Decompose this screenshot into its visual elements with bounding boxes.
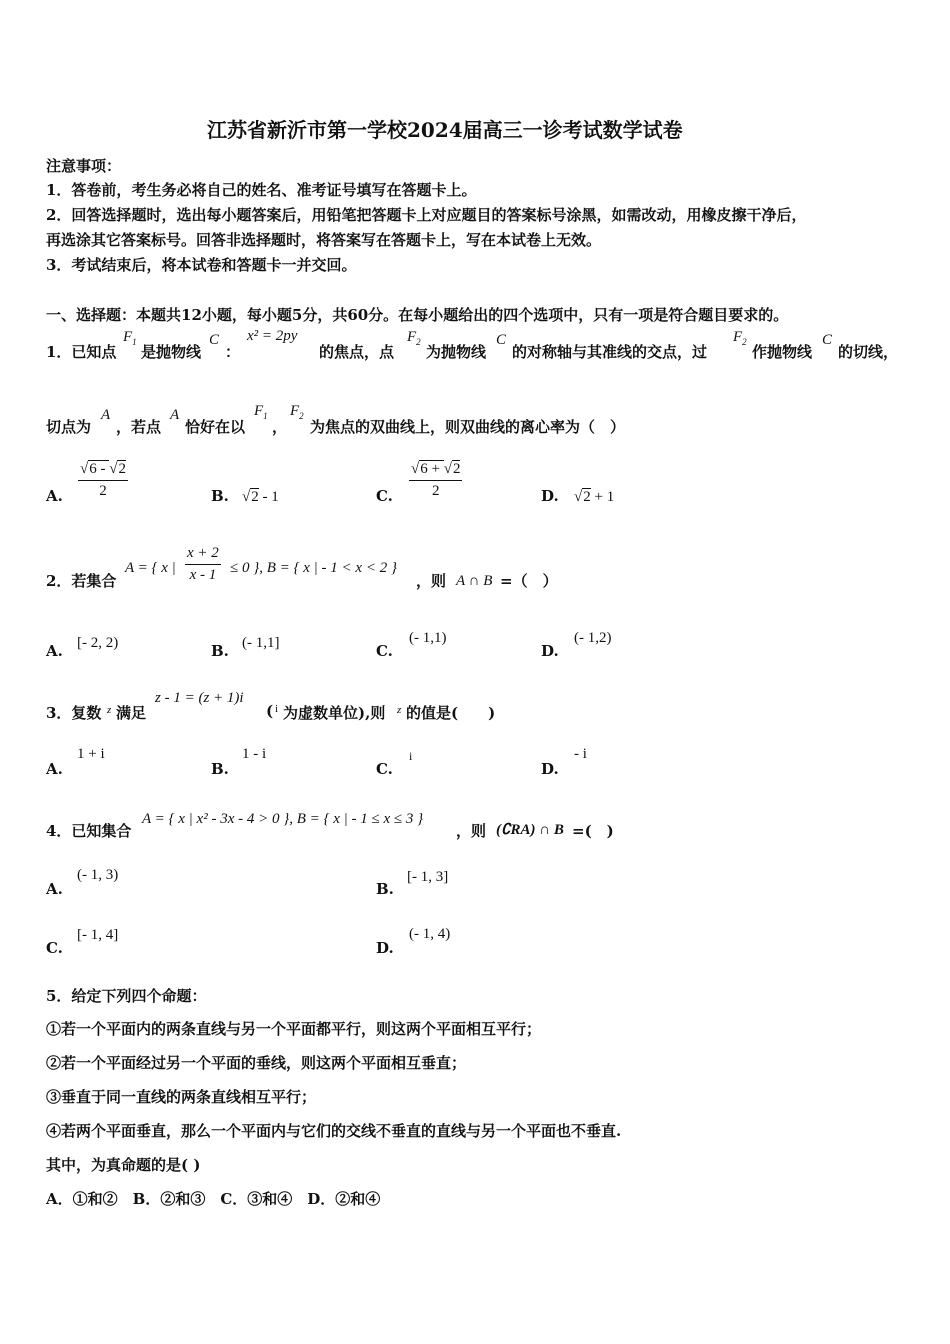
- q3-option-c: i: [409, 749, 413, 763]
- option-label: B.: [211, 760, 229, 778]
- q5-options: A．①和② B．②和③ C．③和④ D．②和④: [46, 1190, 381, 1208]
- q1-c: C: [209, 332, 220, 348]
- option-label: B.: [211, 487, 229, 505]
- q4-text: ，则: [456, 822, 487, 840]
- q1-option-a: $\frac{√6 - √2}{2}$: [80, 461, 126, 499]
- option-label: B.: [211, 642, 229, 660]
- q1-a: A: [170, 407, 180, 423]
- q3-z: z: [107, 704, 112, 716]
- q1-text: ：: [225, 343, 241, 361]
- q3-text: 为虚数单位),则: [283, 704, 386, 722]
- q3-z: z: [397, 704, 402, 716]
- option-label: B.: [376, 880, 394, 898]
- q2-text: =（ ）: [500, 572, 558, 590]
- option-label: C.: [376, 487, 393, 505]
- q1-text: ，若点: [116, 418, 162, 436]
- q2-option-a: [- 2, 2): [77, 635, 119, 651]
- q5-proposition: ③垂直于同一直线的两条直线相互平行；: [46, 1088, 317, 1106]
- q1-text: 1．已知点: [46, 343, 117, 361]
- q5-proposition: ②若一个平面经过另一个平面的垂线，则这两个平面相互垂直；: [46, 1054, 467, 1072]
- q4-expression: (∁RA) ∩ B: [496, 822, 564, 838]
- q1-text: 的焦点，点: [319, 343, 395, 361]
- option-label: D.: [541, 642, 559, 660]
- notice-item: 3．考试结束后，将本试卷和答题卡一并交回。: [46, 256, 357, 274]
- q3-text: 的值是( ): [406, 704, 496, 722]
- notice-item: 1．答卷前，考生务必将自己的姓名、准考证号填写在答题卡上。: [46, 181, 477, 199]
- q2-set-a: A = { x |: [125, 560, 176, 576]
- option-label: A.: [46, 760, 63, 778]
- q3-text: 满足: [116, 704, 147, 722]
- q1-f1: $F_1$: [254, 403, 268, 421]
- option-label: C.: [376, 760, 393, 778]
- q2-text: ，则: [416, 572, 447, 590]
- q1-text: 是抛物线: [141, 343, 202, 361]
- q1-text: 作抛物线: [752, 343, 813, 361]
- q3-option-b: 1 - i: [242, 746, 267, 762]
- q2-fraction: $\frac{x + 2}{x - 1}$: [187, 545, 219, 583]
- q5-proposition: ①若一个平面内的两条直线与另一个平面都平行，则这两个平面相互平行；: [46, 1020, 542, 1038]
- q1-f2: $F_2$: [407, 329, 421, 347]
- q2-text: 2．若集合: [46, 572, 117, 590]
- q3-i: i: [275, 703, 279, 715]
- q1-text: 的对称轴与其准线的交点，过: [512, 343, 708, 361]
- notice-item: 2．回答选择题时，选出每小题答案后，用铅笔把答题卡上对应题目的答案标号涂黑，如需改动，用橡皮擦干净后，: [46, 206, 807, 224]
- q4-text: =( ): [572, 822, 614, 840]
- q1-c: C: [822, 332, 833, 348]
- q1-text: 切点为: [46, 418, 92, 436]
- section-heading: 一、选择题：本题共12小题，每小题5分，共60分。在每小题给出的四个选项中，只有一项是符合题目要求的。: [46, 306, 789, 324]
- option-label: C.: [376, 642, 393, 660]
- q2-option-c: (- 1,1): [409, 630, 447, 646]
- q3-option-d: - i: [574, 746, 587, 762]
- q5-text: 5．给定下列四个命题：: [46, 987, 207, 1005]
- q3-text: (: [266, 702, 274, 720]
- q2-set-b: ≤ 0 }, B = { x | - 1 < x < 2 }: [230, 560, 397, 576]
- q3-equation: z - 1 = (z + 1)i: [155, 690, 244, 706]
- option-label: D.: [541, 487, 559, 505]
- option-label: C.: [46, 939, 63, 957]
- q5-proposition: ④若两个平面垂直，那么一个平面内与它们的交线不垂直的直线与另一个平面也不垂直.: [46, 1122, 622, 1140]
- q1-c: C: [496, 332, 507, 348]
- page-title: 江苏省新沂市第一学校2024届高三一诊考试数学试卷: [207, 118, 683, 142]
- q4-option-a: (- 1, 3): [77, 867, 119, 883]
- q1-option-c: $\frac{√6 + √2}{2}$: [411, 461, 461, 499]
- q1-text: 的切线，: [838, 343, 899, 361]
- q3-text: 3．复数: [46, 704, 102, 722]
- option-label: D.: [541, 760, 559, 778]
- q2-option-b: (- 1,1]: [242, 635, 280, 651]
- notice-item: 再选涂其它答案标号。回答非选择题时，将答案写在答题卡上，写在本试卷上无效。: [46, 231, 602, 249]
- q1-option-d: √2 + 1: [574, 489, 615, 505]
- q4-option-d: (- 1, 4): [409, 926, 451, 942]
- q2-option-d: (- 1,2): [574, 630, 612, 646]
- q4-option-b: [- 1, 3]: [407, 869, 449, 885]
- q3-option-a: 1 + i: [77, 746, 105, 762]
- q4-option-c: [- 1, 4]: [77, 927, 119, 943]
- q1-option-b: √2 - 1: [242, 489, 279, 505]
- q1-text: ，: [272, 418, 288, 436]
- notice-heading: 注意事项：: [46, 157, 122, 175]
- q1-text: 恰好在以: [185, 418, 246, 436]
- option-label: A.: [46, 487, 63, 505]
- q5-text: 其中，为真命题的是( ): [46, 1156, 201, 1174]
- q1-a: A: [101, 407, 111, 423]
- option-label: D.: [376, 939, 394, 957]
- option-label: A.: [46, 642, 63, 660]
- q1-text: 为焦点的双曲线上，则双曲线的离心率为（ ）: [310, 418, 626, 436]
- q4-text: 4．已知集合: [46, 822, 132, 840]
- q1-equation: x² = 2py: [247, 328, 298, 344]
- q4-equation: A = { x | x² - 3x - 4 > 0 }, B = { x | - 1 ≤ x ≤ 3 }: [142, 811, 424, 827]
- q1-text: 为抛物线: [426, 343, 487, 361]
- q2-expression: A ∩ B: [456, 573, 493, 589]
- q1-f2: $F_2$: [733, 329, 747, 347]
- q1-f1: $F_1$: [123, 329, 137, 347]
- q1-f2: $F_2$: [290, 403, 304, 421]
- option-label: A.: [46, 880, 63, 898]
